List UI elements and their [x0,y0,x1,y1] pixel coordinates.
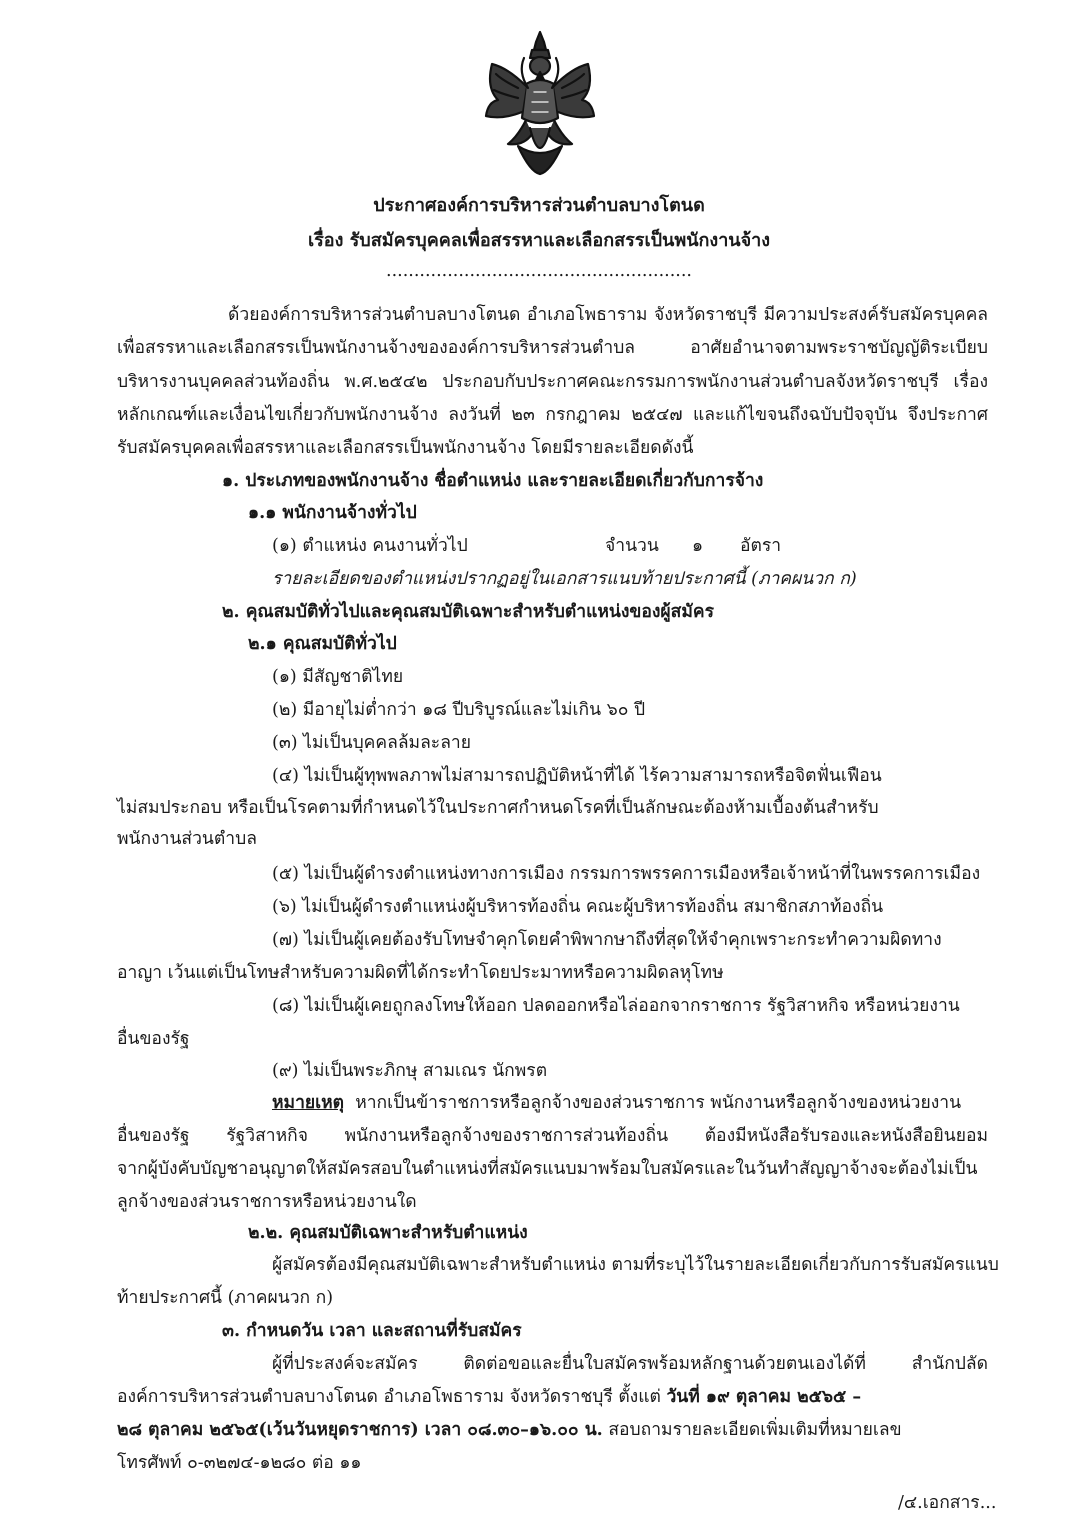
application-line-1: ผู้ที่ประสงค์จะสมัคร ติดต่อขอและยื่นใบสมัครพร้อมหลักฐานด้วยตนเองได้ที่ สำนักปลัด [272,1354,988,1374]
section-1-1-heading: ๑.๑ พนักงานจ้างทั่วไป [248,503,417,523]
document-subject: เรื่อง รับสมัครบุคคลเพื่อสรรหาและเลือกสรรเป็นพนักงานจ้าง [307,230,771,251]
note-line-3: จากผู้บังคับบัญชาอนุญาตให้สมัครสอบในตำแหน่งที่สมัครแนบมาพร้อมใบสมัครและในวันทำสัญญาจ้างจะต้องไม่เป็น [117,1159,978,1179]
qualification-5: (๕) ไม่เป็นผู้ดำรงตำแหน่งทางการเมือง กรรมการพรรคการเมืองหรือเจ้าหน้าที่ในพรรคการเมือง [272,864,981,884]
continuation-marker: /๔.เอกสาร... [898,1493,997,1513]
intro-line-1: ด้วยองค์การบริหารส่วนตำบลบางโตนด อำเภอโพธาราม จังหวัดราชบุรี มีความประสงค์รับสมัครบุคคล [228,305,988,325]
intro-line-2: เพื่อสรรหาและเลือกสรรเป็นพนักงานจ้างขององค์การบริหารส่วนตำบล อาศัยอำนาจตามพระราชบัญญัติระเบียบ [117,338,988,358]
intro-line-3: บริหารงานบุคคลส่วนท้องถิ่น พ.ศ.๒๕๔๒ ประกอบกับประกาศคณะกรรมการพนักงานส่วนตำบลจังหวัดราชบุรี เรื่อง [117,372,988,392]
position-name: (๑) ตำแหน่ง คนงานทั่วไป [272,536,468,556]
document-title: ประกาศองค์การบริหารส่วนตำบลบางโตนด [373,195,705,216]
qualification-7-line-2: อาญา เว้นแต่เป็นโทษสำหรับความผิดที่ได้กระทำโดยประมาทหรือความผิดลหุโทษ [117,963,724,983]
application-line-2 [117,1384,861,1410]
garuda-emblem-icon [478,28,602,178]
note-line-4: ลูกจ้างของส่วนราชการหรือหน่วยงานใด [117,1192,417,1212]
application-text-3b: สอบถามรายละเอียดเพิ่มเติมที่หมายเลข [602,1420,902,1440]
qualification-1: (๑) มีสัญชาติไทย [272,667,404,687]
note-label: หมายเหตุ [272,1093,345,1113]
note-text-1: หากเป็นข้าราชการหรือลูกจ้างของส่วนราชการ พนักงานหรือลูกจ้างของหน่วยงาน [355,1093,962,1113]
qualification-4-line-3: พนักงานส่วนตำบล [117,829,257,849]
intro-line-5: รับสมัครบุคคลเพื่อสรรหาและเลือกสรรเป็นพนักงานจ้าง โดยมีรายละเอียดดังนี้ [117,438,694,458]
qualification-9: (๙) ไม่เป็นพระภิกษุ สามเณร นักพรต [272,1061,548,1081]
section-2-heading: ๒. คุณสมบัติทั่วไปและคุณสมบัติเฉพาะสำหรับตำแหน่งของผู้สมัคร [222,602,714,622]
section-3-heading: ๓. กำหนดวัน เวลา และสถานที่รับสมัคร [222,1321,522,1341]
header-dots: ....................................................... [386,261,692,281]
qualification-8-line-1: (๘) ไม่เป็นผู้เคยถูกลงโทษให้ออก ปลดออกหรือไล่ออกจากราชการ รัฐวิสาหกิจ หรือหน่วยงาน [272,996,960,1016]
qualification-4-line-2: ไม่สมประกอบ หรือเป็นโรคตามที่กำหนดไว้ในประกาศกำหนดโรคที่เป็นลักษณะต้องห้ามเบื้องต้นสำหรับ [117,798,879,818]
qualification-3: (๓) ไม่เป็นบุคคลล้มละลาย [272,733,472,753]
qualification-8-line-2: อื่นของรัฐ [117,1029,190,1049]
application-line-3 [117,1417,902,1443]
application-text-2a: องค์การบริหารส่วนตำบลบางโตนด อำเภอโพธาราม จังหวัดราชบุรี ตั้งแต่ [117,1387,667,1407]
specific-qualification-line-1: ผู้สมัครต้องมีคุณสมบัติเฉพาะสำหรับตำแหน่ง ตามที่ระบุไว้ในรายละเอียดเกี่ยวกับการรับสมัครแนบ [272,1255,999,1275]
section-1-heading: ๑. ประเภทของพนักงานจ้าง ชื่อตำแหน่ง และรายละเอียดเกี่ยวกับการจ้าง [222,471,764,491]
application-phone: โทรศัพท์ ๐-๓๒๗๔-๑๒๘๐ ต่อ ๑๑ [117,1453,362,1473]
specific-qualification-line-2: ท้ายประกาศนี้ (ภาคผนวก ก) [117,1288,334,1308]
section-2-2-heading: ๒.๒. คุณสมบัติเฉพาะสำหรับตำแหน่ง [248,1223,528,1243]
application-start-date: วันที่ ๑๙ ตุลาคม ๒๕๖๕ – [666,1387,862,1407]
position-count-label: จำนวน [605,536,659,556]
qualification-2: (๒) มีอายุไม่ต่ำกว่า ๑๘ ปีบริบูรณ์และไม่เกิน ๖๐ ปี [272,700,646,720]
intro-line-4: หลักเกณฑ์และเงื่อนไขเกี่ยวกับพนักงานจ้าง ลงวันที่ ๒๓ กรกฎาคม ๒๕๔๗ และแก้ไขจนถึงฉบับปัจจุบัน จึงประกาศ [117,405,988,425]
position-count-value: ๑ [692,536,704,556]
position-count-unit: อัตรา [740,536,782,556]
position-detail-note: รายละเอียดของตำแหน่งปรากฏอยู่ในเอกสารแนบท้ายประกาศนี้ (ภาคผนวก ก) [272,569,857,589]
qualification-7-line-1: (๗) ไม่เป็นผู้เคยต้องรับโทษจำคุกโดยคำพิพากษาถึงที่สุดให้จำคุกเพราะกระทำความผิดทาง [272,930,942,950]
note-line-1 [272,1090,961,1116]
application-end-date-time: ๒๘ ตุลาคม ๒๕๖๕(เว้นวันหยุดราชการ) เวลา ๐๘.๓๐–๑๖.๐๐ น. [117,1420,603,1440]
note-line-2: อื่นของรัฐ รัฐวิสาหกิจ พนักงานหรือลูกจ้างของราชการส่วนท้องถิ่น ต้องมีหนังสือรับรองและหนังสือยินยอม [117,1126,988,1146]
qualification-6: (๖) ไม่เป็นผู้ดำรงตำแหน่งผู้บริหารท้องถิ่น คณะผู้บริหารท้องถิ่น สมาชิกสภาท้องถิ่น [272,897,884,917]
qualification-4-line-1: (๔) ไม่เป็นผู้ทุพพลภาพไม่สามารถปฏิบัติหน้าที่ได้ ไร้ความสามารถหรือจิตฟั่นเฟือน [272,766,882,786]
section-2-1-heading: ๒.๑ คุณสมบัติทั่วไป [248,634,397,654]
